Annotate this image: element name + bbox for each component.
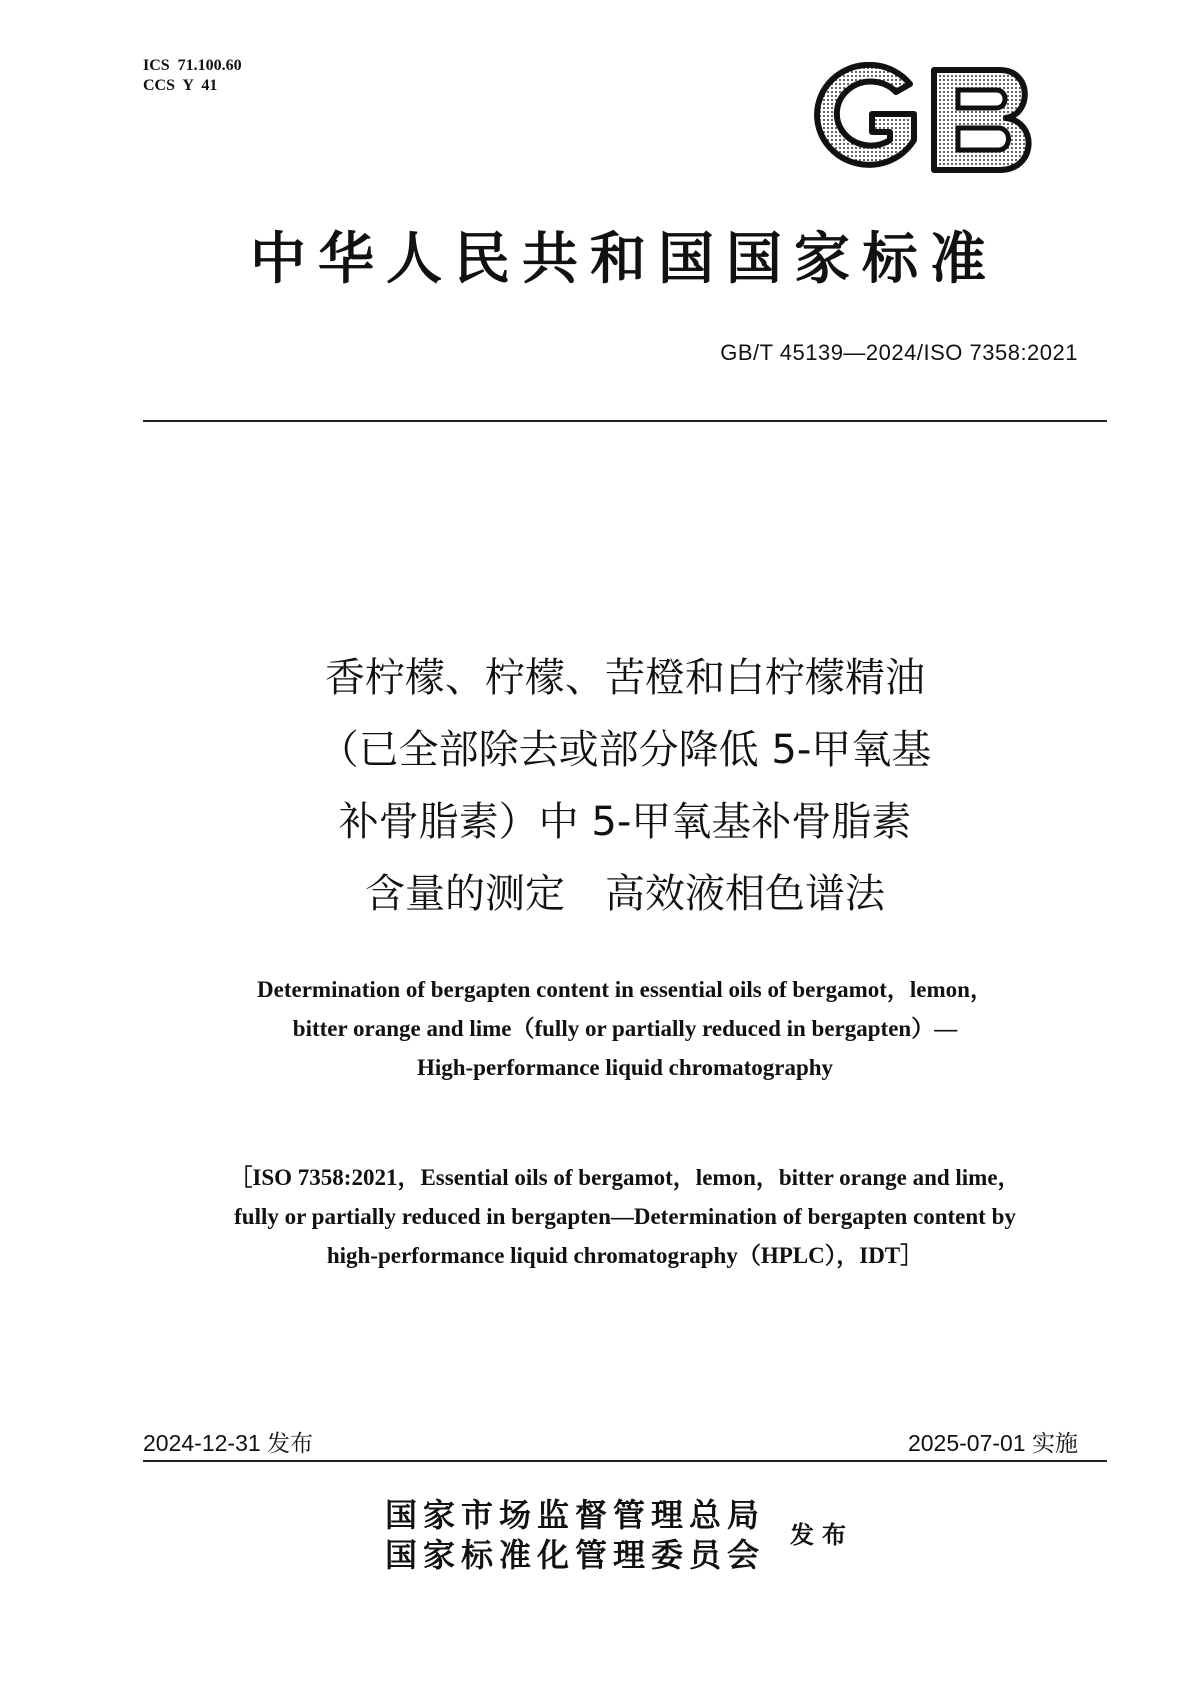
standard-number: GB/T 45139—2024/ISO 7358:2021 xyxy=(720,340,1078,365)
chinese-title-line: 香柠檬、柠檬、苦橙和白柠檬精油 xyxy=(325,655,925,701)
issuer-sac: 国家标准化管理委员会 xyxy=(385,1536,766,1574)
english-title-line: Determination of bergapten content in essential oils of bergamot，lemon， xyxy=(257,977,993,1002)
english-title-line: High-performance liquid chromatography xyxy=(416,1055,834,1080)
issue-date: 2024-12-31 发布 xyxy=(143,1430,314,1456)
issuer-samr: 国家市场监督管理总局 xyxy=(385,1496,766,1534)
standard-title: 中华人民共和国国家标准 xyxy=(250,227,998,292)
iso-reference-line: high-performance liquid chromatography（HPLC），IDT］ xyxy=(326,1243,924,1268)
bottom-divider xyxy=(143,1460,1107,1462)
gb-logo xyxy=(810,62,1040,178)
iso-reference-line: ［ISO 7358:2021，Essential oils of bergamot，lemon，bitter orange and lime， xyxy=(229,1165,1021,1190)
implementation-date: 2025-07-01 实施 xyxy=(907,1430,1078,1456)
classification-codes xyxy=(143,56,242,96)
issuing-authorities xyxy=(385,1495,765,1575)
english-title xyxy=(143,970,1107,1087)
ccs-code: CCS Y 41 xyxy=(143,77,218,94)
publish-label: 发布 xyxy=(790,1520,854,1549)
chinese-title-line: （已全部除去或部分降低 5-甲氧基 xyxy=(318,727,932,773)
iso-reference xyxy=(143,1158,1107,1275)
chinese-title xyxy=(143,642,1107,930)
gb-logo-text: GB xyxy=(810,62,812,63)
ics-code: ICS 71.100.60 xyxy=(143,57,242,74)
iso-reference-line: fully or partially reduced in bergapten—Determination of bergapten content by xyxy=(234,1204,1016,1229)
english-title-line: bitter orange and lime（fully or partially reduced in bergapten）— xyxy=(292,1016,958,1041)
chinese-title-line: 补骨脂素）中 5-甲氧基补骨脂素 xyxy=(338,799,912,845)
top-divider xyxy=(143,420,1107,422)
chinese-title-line: 含量的测定 高效液相色谱法 xyxy=(365,871,885,917)
